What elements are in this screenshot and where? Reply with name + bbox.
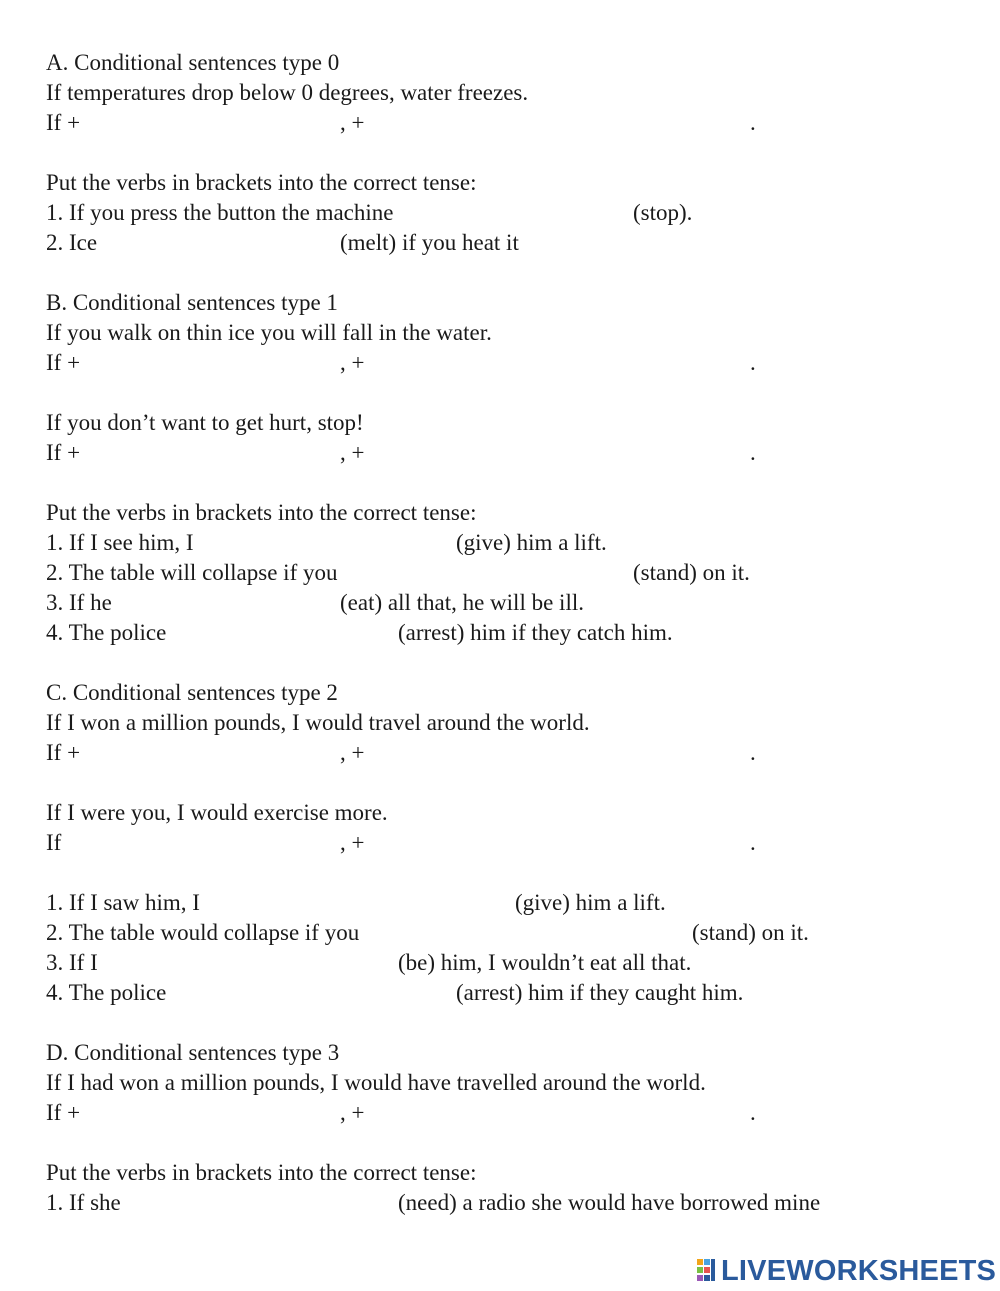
verb-hint: (stop). bbox=[633, 200, 693, 225]
structure-prefix: If + bbox=[46, 740, 81, 765]
exercise-text: 3. If I bbox=[46, 950, 98, 975]
exercise-text: 3. If he bbox=[46, 590, 112, 615]
if-clause-input[interactable] bbox=[92, 1101, 336, 1127]
verb-hint: (be) him, I wouldn’t eat all that. bbox=[398, 950, 692, 975]
structure-prefix: If + bbox=[46, 1100, 81, 1125]
section-a-example: If temperatures drop below 0 degrees, water freezes. bbox=[46, 80, 529, 105]
answer-input[interactable] bbox=[128, 591, 336, 617]
answer-input[interactable] bbox=[384, 561, 628, 587]
verb-hint: (eat) all that, he will be ill. bbox=[340, 590, 584, 615]
exercise-text: 1. If I see him, I bbox=[46, 530, 194, 555]
if-clause-input[interactable] bbox=[92, 351, 336, 377]
answer-input[interactable] bbox=[446, 201, 630, 227]
liveworksheets-logo bbox=[697, 1254, 996, 1288]
structure-middle: , + bbox=[340, 1100, 365, 1125]
main-clause-input[interactable] bbox=[376, 1101, 745, 1127]
section-d-instruction: Put the verbs in brackets into the correct tense: bbox=[46, 1160, 477, 1185]
exercise-text: 1. If she bbox=[46, 1190, 121, 1215]
exercise-text: 1. If you press the button the machine bbox=[46, 200, 394, 225]
structure-end: . bbox=[750, 350, 756, 375]
verb-hint: (need) a radio she would have borrowed mine bbox=[398, 1190, 821, 1215]
verb-hint: (stand) on it. bbox=[633, 560, 750, 585]
exercise-text: 2. Ice bbox=[46, 230, 98, 255]
if-clause-input[interactable] bbox=[76, 831, 336, 857]
exercise-text: 1. If I saw him, I bbox=[46, 890, 200, 915]
exercise-text: 4. The police bbox=[46, 620, 167, 645]
structure-middle: , + bbox=[340, 110, 365, 135]
section-c-example: If I won a million pounds, I would travel around the world. bbox=[46, 710, 590, 735]
answer-input[interactable] bbox=[222, 531, 452, 557]
verb-hint: (melt) if you heat it bbox=[340, 230, 519, 255]
structure-prefix: If + bbox=[46, 110, 81, 135]
main-clause-input[interactable] bbox=[376, 741, 745, 767]
verb-hint: (arrest) him if they caught him. bbox=[456, 980, 744, 1005]
structure-middle: , + bbox=[340, 830, 365, 855]
answer-input[interactable] bbox=[190, 621, 394, 647]
answer-input[interactable] bbox=[114, 951, 394, 977]
section-b-example: If you walk on thin ice you will fall in the water. bbox=[46, 320, 492, 345]
exercise-text: 2. The table would collapse if you bbox=[46, 920, 360, 945]
section-a-heading: A. Conditional sentences type 0 bbox=[46, 50, 340, 75]
answer-input[interactable] bbox=[230, 891, 510, 917]
structure-end: . bbox=[750, 830, 756, 855]
answer-input[interactable] bbox=[138, 1191, 394, 1217]
structure-end: . bbox=[750, 110, 756, 135]
verb-hint: (give) him a lift. bbox=[515, 890, 666, 915]
structure-end: . bbox=[750, 440, 756, 465]
section-c-heading: C. Conditional sentences type 2 bbox=[46, 680, 338, 705]
main-clause-input[interactable] bbox=[376, 351, 745, 377]
if-clause-input[interactable] bbox=[92, 741, 336, 767]
structure-middle: , + bbox=[340, 740, 365, 765]
structure-prefix: If bbox=[46, 830, 62, 855]
structure-end: . bbox=[750, 1100, 756, 1125]
main-clause-input[interactable] bbox=[376, 111, 745, 137]
section-c-example-2: If I were you, I would exercise more. bbox=[46, 800, 388, 825]
section-b-instruction: Put the verbs in brackets into the correct tense: bbox=[46, 500, 477, 525]
verb-hint: (stand) on it. bbox=[692, 920, 809, 945]
structure-middle: , + bbox=[340, 440, 365, 465]
section-b-heading: B. Conditional sentences type 1 bbox=[46, 290, 338, 315]
structure-prefix: If + bbox=[46, 440, 81, 465]
structure-prefix: If + bbox=[46, 350, 81, 375]
if-clause-input[interactable] bbox=[92, 441, 336, 467]
answer-input[interactable] bbox=[408, 921, 686, 947]
answer-input[interactable] bbox=[112, 231, 336, 257]
answer-input[interactable] bbox=[190, 981, 452, 1007]
section-d-heading: D. Conditional sentences type 3 bbox=[46, 1040, 340, 1065]
verb-hint: (arrest) him if they catch him. bbox=[398, 620, 673, 645]
main-clause-input[interactable] bbox=[376, 441, 745, 467]
section-a-instruction: Put the verbs in brackets into the correct tense: bbox=[46, 170, 477, 195]
section-d-example: If I had won a million pounds, I would have travelled around the world. bbox=[46, 1070, 706, 1095]
if-clause-input[interactable] bbox=[92, 111, 336, 137]
structure-end: . bbox=[750, 740, 756, 765]
exercise-text: 4. The police bbox=[46, 980, 167, 1005]
liveworksheets-logo-icon bbox=[697, 1257, 719, 1285]
section-b-example-2: If you don’t want to get hurt, stop! bbox=[46, 410, 364, 435]
structure-middle: , + bbox=[340, 350, 365, 375]
main-clause-input[interactable] bbox=[376, 831, 745, 857]
exercise-text: 2. The table will collapse if you bbox=[46, 560, 338, 585]
verb-hint: (give) him a lift. bbox=[456, 530, 607, 555]
logo-text: LIVEWORKSHEETS bbox=[721, 1254, 997, 1287]
